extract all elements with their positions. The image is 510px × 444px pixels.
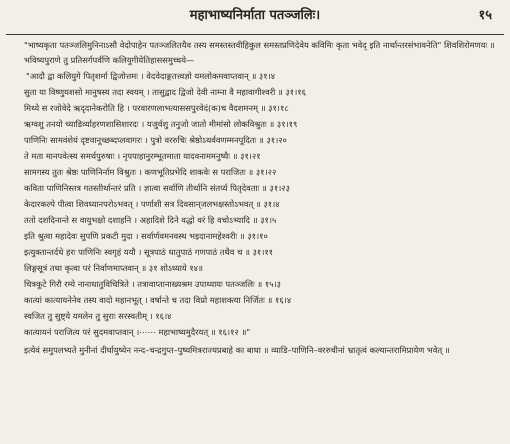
verse-line: पाणिनिः सामवंशेयं दृष्टवानूच्छब्दप्लवागरः । पुत्रो वररुचिः श्रेष्ठोऽथर्ववणम्मनपूदितः ॥ ३१।२० xyxy=(24,135,287,145)
verse-line: इति श्रुत्वा महादेवः सुपणि प्रकटी मुदा । सर्वार्णवमनवस्थ भइदानामहेश्वरीः ॥ ३१।१० xyxy=(24,231,268,241)
verse-line: सुता या विष्णुयशसो मानुषस्य तदा स्वयम्‌ । तासुद्वाद द्विजो देवी नाम्ना वै महावागीश्वरी ॥ ३१।१६ xyxy=(24,87,306,97)
verse-line: इत्युक्तान्तर्दधे हरः पाणिनिः स्वगृहं ययौ । सूत्रपाठं धातुपाठं गणपाठं तथैव च ॥ ३१।११ xyxy=(24,247,273,257)
verse-line: ततो दशदिनान्ते स वायुभक्षो दशाहनि । अहादिशे दिने वद्धो वरं हि वचोऽभ्यादि ॥ ३१।५ xyxy=(24,215,277,225)
verse-line: चित्रकूटे गिरौ रम्ये नानाधातुविचित्रिते । तत्रावाप्तानाख्यश्रम उपाध्यायः पतञ्जलिः ॥ १५।३ xyxy=(24,279,281,289)
verse-line: मिथ्ये स रजोवेदे ऋदृदानेकरोति हि । परवारणलाभत्याससपुरवेदं(क)च वैदशमनम्‌ ॥ ३१।१८ xyxy=(24,103,289,113)
verse-line: कविता पाणिनिस्तत्र गतस्तीर्थान्तरं प्रति । ज्ञात्वा सर्वाणि तीर्थानि संतर्प्य पितृदेवताः ॥ ३१।२३ xyxy=(24,183,290,193)
closing-paragraph: इत्येवं समुपलभ्यते मुनीनां दीर्घायुष्येन नन्द–चन्द्रगुप्त–पुष्यमित्रराज्यप्रबाहे का बाधा ॥ व्याडि–पाणिनि–वररुचीनां भ्रातृत्वं कल्यान्तरामिप्रायेण भवेत् ॥ xyxy=(24,345,450,355)
verse-block xyxy=(6,68,504,340)
verse-line: स्वजित तु सुष्ट्ये यमलेन तु सुराः सरस्वतीम्‌ । १६।४ xyxy=(24,311,172,321)
header-rule xyxy=(6,34,504,35)
page-number: १५ xyxy=(478,8,492,23)
verse-line: सामगस्य तुतः श्रेष्ठः पाणिनिर्नाम विश्रुतः । कणभूतिप्रभेदि शाकवेः स पराजितः ॥ ३१।२२ xyxy=(24,167,277,177)
lead-line: भविष्यपुराणे तु प्रतिसर्गपर्वणि कलियुगीयेतिहाससमुच्चये— xyxy=(24,55,195,65)
verse-line: ते मता मानपवेत्स्य समर्थपुरुषाः । नृपपाहानुरम्भूतमाता यादवनाममनुष्यैः ॥ ३१।२१ xyxy=(24,151,261,161)
verse-line: केदारकल्पे पीत्वा शिवध्यानपरोऽभवत्‌ । पर्णाशी सत्र दिवसान्‌जलभक्षस्तोऽभवत्‌ ॥ ३१।४ xyxy=(24,199,280,209)
page-title: महाभाष्यनिर्माता पतञ्जलिः। xyxy=(189,8,321,23)
verse-line: ऋग्वशु तनयो च्याडिर्व्याहरणशासिशारदः । यजुर्वशु तनुजो जातो मीमांसो लोकविश्रुतः ॥ ३१।१९ xyxy=(24,119,298,129)
verse-line: "आदौ द्वा कलियुगे पितृशर्मा द्विजोत्तमः । वेदवेदाङ्गतत्त्वज्ञो यमलोकमवाप्तवान्‌ ॥ ३१।४ xyxy=(26,71,276,81)
verse-line: लिङ्गसूत्रं तथा कृत्वा परं निर्वाणमाप्तवान्‌ ॥ ३१ शोऽध्याये १४॥ xyxy=(24,263,203,273)
intro-paragraph: "भाष्यकृता पतञ्जलिमुनिनाऽसौ वेदोपाहेन पतञ्जलितयैव तस्य समस्तस्तवीहिकुल समस्तप्रणिदेवेय कविमिः कृता भवेद् इति नार्थान्तरसंभावनेति" शिवशिरोमणयः ॥ xyxy=(24,40,495,50)
page-header xyxy=(6,4,504,28)
verse-line: कात्यां कात्यायनेनेव तस्य वादो महानभूत्‌ । वर्षान्ते च तदा विप्रो महाशक्त्या निर्जितः ॥ १६।४ xyxy=(24,295,292,305)
verse-line: कात्यायनं पराजित्य परं सुदमवाप्तवान्‌ ।⋯⋯ महाभाष्यमुदैरयत् ॥ १६।१२ ॥" xyxy=(24,327,251,337)
